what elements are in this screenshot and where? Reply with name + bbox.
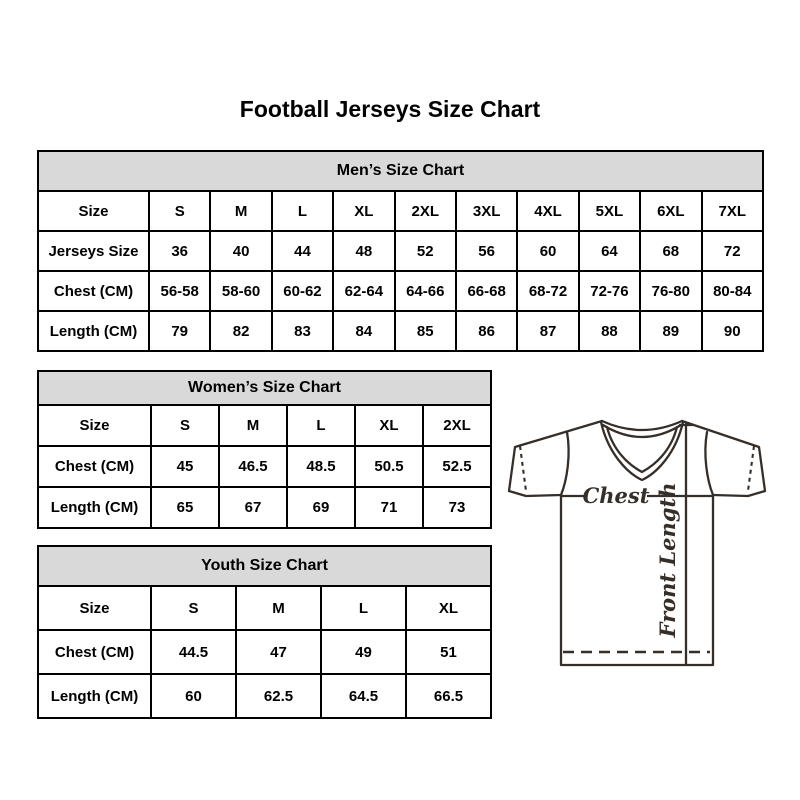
cell-value: 5XL xyxy=(579,191,640,231)
cell-value: S xyxy=(151,586,236,630)
table-row xyxy=(38,674,491,718)
jersey-measurement-diagram xyxy=(505,415,767,670)
jersey-illustration xyxy=(505,415,767,670)
cell-value: 67 xyxy=(219,487,287,528)
jersey-vneck-inner xyxy=(607,427,677,472)
cell-value: 76-80 xyxy=(640,271,701,311)
row-label: Size xyxy=(38,191,149,231)
table-row xyxy=(38,311,763,351)
cell-value: 56 xyxy=(456,231,517,271)
cell-value: 2XL xyxy=(395,191,456,231)
cell-value: 82 xyxy=(210,311,271,351)
cell-value: 44 xyxy=(272,231,333,271)
women-table-title: Women’s Size Chart xyxy=(38,371,491,405)
cell-value: 84 xyxy=(333,311,394,351)
youth-table-header-row xyxy=(38,546,491,586)
cell-value: 2XL xyxy=(423,405,491,446)
cell-value: 79 xyxy=(149,311,210,351)
cell-value: 72-76 xyxy=(579,271,640,311)
men-table-title: Men’s Size Chart xyxy=(38,151,763,191)
men-table-header-row xyxy=(38,151,763,191)
row-label: Length (CM) xyxy=(38,311,149,351)
cell-value: 52 xyxy=(395,231,456,271)
cell-value: 83 xyxy=(272,311,333,351)
cell-value: XL xyxy=(333,191,394,231)
front-length-label: Front Length xyxy=(655,482,680,638)
cell-value: S xyxy=(149,191,210,231)
cell-value: 50.5 xyxy=(355,446,423,487)
table-row xyxy=(38,487,491,528)
row-label: Jerseys Size xyxy=(38,231,149,271)
women-table-header-row xyxy=(38,371,491,405)
row-label: Size xyxy=(38,586,151,630)
cell-value: 89 xyxy=(640,311,701,351)
cell-value: 48.5 xyxy=(287,446,355,487)
cell-value: 3XL xyxy=(456,191,517,231)
jersey-right-sleeve-seam xyxy=(705,432,713,495)
cell-value: S xyxy=(151,405,219,446)
cell-value: 68-72 xyxy=(517,271,578,311)
cell-value: 73 xyxy=(423,487,491,528)
cell-value: M xyxy=(210,191,271,231)
row-label: Chest (CM) xyxy=(38,630,151,674)
cell-value: 48 xyxy=(333,231,394,271)
page-title: Football Jerseys Size Chart xyxy=(239,96,541,122)
youth-table-title: Youth Size Chart xyxy=(38,546,491,586)
youth-size-chart-table xyxy=(37,545,492,719)
row-label: Size xyxy=(38,405,151,446)
cell-value: 36 xyxy=(149,231,210,271)
cell-value: 66.5 xyxy=(406,674,491,718)
cell-value: 62.5 xyxy=(236,674,321,718)
cell-value: 4XL xyxy=(517,191,578,231)
mens-size-chart-table xyxy=(37,150,764,352)
cell-value: 72 xyxy=(702,231,763,271)
cell-value: 44.5 xyxy=(151,630,236,674)
jersey-collar-arc-outer xyxy=(602,421,682,430)
cell-value: M xyxy=(236,586,321,630)
cell-value: 58-60 xyxy=(210,271,271,311)
cell-value: M xyxy=(219,405,287,446)
cell-value: 64 xyxy=(579,231,640,271)
cell-value: 69 xyxy=(287,487,355,528)
cell-value: L xyxy=(287,405,355,446)
cell-value: 56-58 xyxy=(149,271,210,311)
cell-value: 68 xyxy=(640,231,701,271)
cell-value: 60 xyxy=(151,674,236,718)
row-label: Length (CM) xyxy=(38,487,151,528)
cell-value: 87 xyxy=(517,311,578,351)
table-row xyxy=(38,271,763,311)
jersey-left-cuff-dashes xyxy=(520,446,526,491)
jersey-body-outline xyxy=(561,495,713,665)
row-label: Chest (CM) xyxy=(38,271,149,311)
cell-value: 45 xyxy=(151,446,219,487)
cell-value: 71 xyxy=(355,487,423,528)
row-label: Chest (CM) xyxy=(38,446,151,487)
cell-value: 6XL xyxy=(640,191,701,231)
cell-value: 47 xyxy=(236,630,321,674)
cell-value: 66-68 xyxy=(456,271,517,311)
table-row xyxy=(38,446,491,487)
cell-value: XL xyxy=(406,586,491,630)
cell-value: 65 xyxy=(151,487,219,528)
table-row xyxy=(38,405,491,446)
cell-value: 46.5 xyxy=(219,446,287,487)
cell-value: 80-84 xyxy=(702,271,763,311)
row-label: Length (CM) xyxy=(38,674,151,718)
cell-value: 64-66 xyxy=(395,271,456,311)
cell-value: L xyxy=(272,191,333,231)
cell-value: L xyxy=(321,586,406,630)
jersey-right-cuff-dashes xyxy=(748,446,754,491)
cell-value: 40 xyxy=(210,231,271,271)
cell-value: 52.5 xyxy=(423,446,491,487)
table-row xyxy=(38,630,491,674)
table-row xyxy=(38,231,763,271)
cell-value: 86 xyxy=(456,311,517,351)
cell-value: 90 xyxy=(702,311,763,351)
cell-value: XL xyxy=(355,405,423,446)
cell-value: 51 xyxy=(406,630,491,674)
cell-value: 88 xyxy=(579,311,640,351)
cell-value: 60 xyxy=(517,231,578,271)
cell-value: 49 xyxy=(321,630,406,674)
jersey-left-sleeve-seam xyxy=(561,432,569,495)
cell-value: 64.5 xyxy=(321,674,406,718)
table-row xyxy=(38,191,763,231)
chest-label: Chest xyxy=(582,483,650,508)
jersey-right-sleeve-outline xyxy=(682,421,765,496)
cell-value: 62-64 xyxy=(333,271,394,311)
table-row xyxy=(38,586,491,630)
cell-value: 7XL xyxy=(702,191,763,231)
cell-value: 85 xyxy=(395,311,456,351)
cell-value: 60-62 xyxy=(272,271,333,311)
womens-size-chart-table xyxy=(37,370,492,529)
